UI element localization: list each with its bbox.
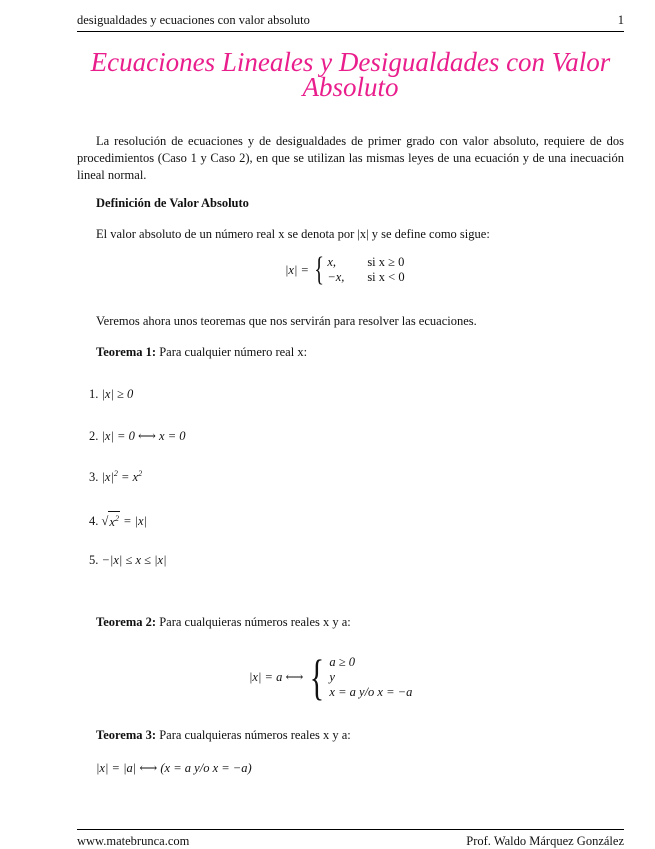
item-expression: $|x|^2 = x^2$ xyxy=(101,469,143,485)
list-item xyxy=(89,469,142,485)
case-1-expr: x, xyxy=(327,255,336,269)
footer-author: Prof. Waldo Márquez González xyxy=(466,834,624,848)
definition-heading: Definición de Valor Absoluto xyxy=(96,196,249,210)
theorem-2-lhs: |x| = a ⟷ xyxy=(249,670,304,684)
list-item xyxy=(89,511,147,529)
item-number: 3. xyxy=(89,470,99,485)
theorem-2-label: Teorema 2: xyxy=(96,615,157,629)
case-row xyxy=(327,270,404,285)
title-line-2: Absoluto xyxy=(302,72,399,102)
case-row xyxy=(327,255,404,270)
case-1-cond: si x ≥ 0 xyxy=(367,255,405,269)
item-expression: −|x| ≤ x ≤ |x| xyxy=(101,553,167,567)
theorem-3-text: Para cualquieras números reales x y a: xyxy=(159,728,351,742)
item-expression: |x| = 0 ⟷ x = 0 xyxy=(101,429,186,443)
theorem-3-statement xyxy=(96,727,351,744)
list-item xyxy=(89,553,167,568)
definition-cases xyxy=(327,255,404,285)
page-footer xyxy=(77,834,624,849)
header-rule xyxy=(77,31,624,32)
intro-paragraph: La resolución de ecuaciones y de desigualdades de primer grado con valor absoluto, requiere de dos procedimientos (Caso 1 y Caso 2), en que se utilizan las mismas leyes de una ecuación y de una inecuación lineal normal. xyxy=(77,134,624,182)
document-title xyxy=(77,47,624,102)
left-brace: { xyxy=(310,649,325,705)
definition-formula xyxy=(285,253,405,287)
page-number: 1 xyxy=(617,13,624,27)
theorem-2-cases xyxy=(329,655,412,700)
title-line-1: Ecuaciones Lineales y Desigualdades con Valor xyxy=(90,47,611,77)
theorems-intro: Veremos ahora unos teoremas que nos servirán para resolver las ecuaciones. xyxy=(96,314,477,328)
footer-rule xyxy=(77,829,624,830)
theorem-2-line-2: y xyxy=(329,669,335,684)
sqrt-expression: √ $x^2$ xyxy=(102,511,120,529)
theorem-1-statement xyxy=(96,344,307,361)
theorem-3-label: Teorema 3: xyxy=(96,728,157,742)
theorem-2-line-1: a ≥ 0 xyxy=(329,654,356,669)
theorem-2-line-3: x = a y/o x = −a xyxy=(329,684,413,699)
theorem-2-text: Para cualquieras números reales x y a: xyxy=(159,615,351,629)
left-brace: { xyxy=(314,251,325,288)
theorem-2-statement xyxy=(96,614,351,631)
list-item xyxy=(89,428,186,444)
case-2-cond: si x < 0 xyxy=(367,270,405,284)
item-number: 1. xyxy=(89,387,99,401)
case-2-expr: −x, xyxy=(327,270,345,284)
list-item xyxy=(89,387,133,402)
item-number: 2. xyxy=(89,429,99,443)
item-number: 4. xyxy=(89,514,99,529)
sqrt-icon: √ xyxy=(101,514,109,529)
theorem-1-text: Para cualquier número real x: xyxy=(159,345,308,359)
item-expression: = |x| xyxy=(119,514,148,529)
theorem-3-expression: |x| = |a| ⟷ (x = a y/o x = −a) xyxy=(96,761,252,775)
item-number: 5. xyxy=(89,553,99,567)
page-header xyxy=(77,13,624,28)
header-title: desigualdades y ecuaciones con valor absoluto xyxy=(77,13,310,27)
footer-website: www.matebrunca.com xyxy=(77,834,190,848)
definition-lhs: |x| = xyxy=(285,262,309,277)
theorem-2-formula xyxy=(249,649,413,705)
item-expression: |x| ≥ 0 xyxy=(101,387,134,401)
theorem-1-label: Teorema 1: xyxy=(96,345,157,359)
definition-text: El valor absoluto de un número real x se denota por |x| y se define como sigue: xyxy=(96,227,490,241)
